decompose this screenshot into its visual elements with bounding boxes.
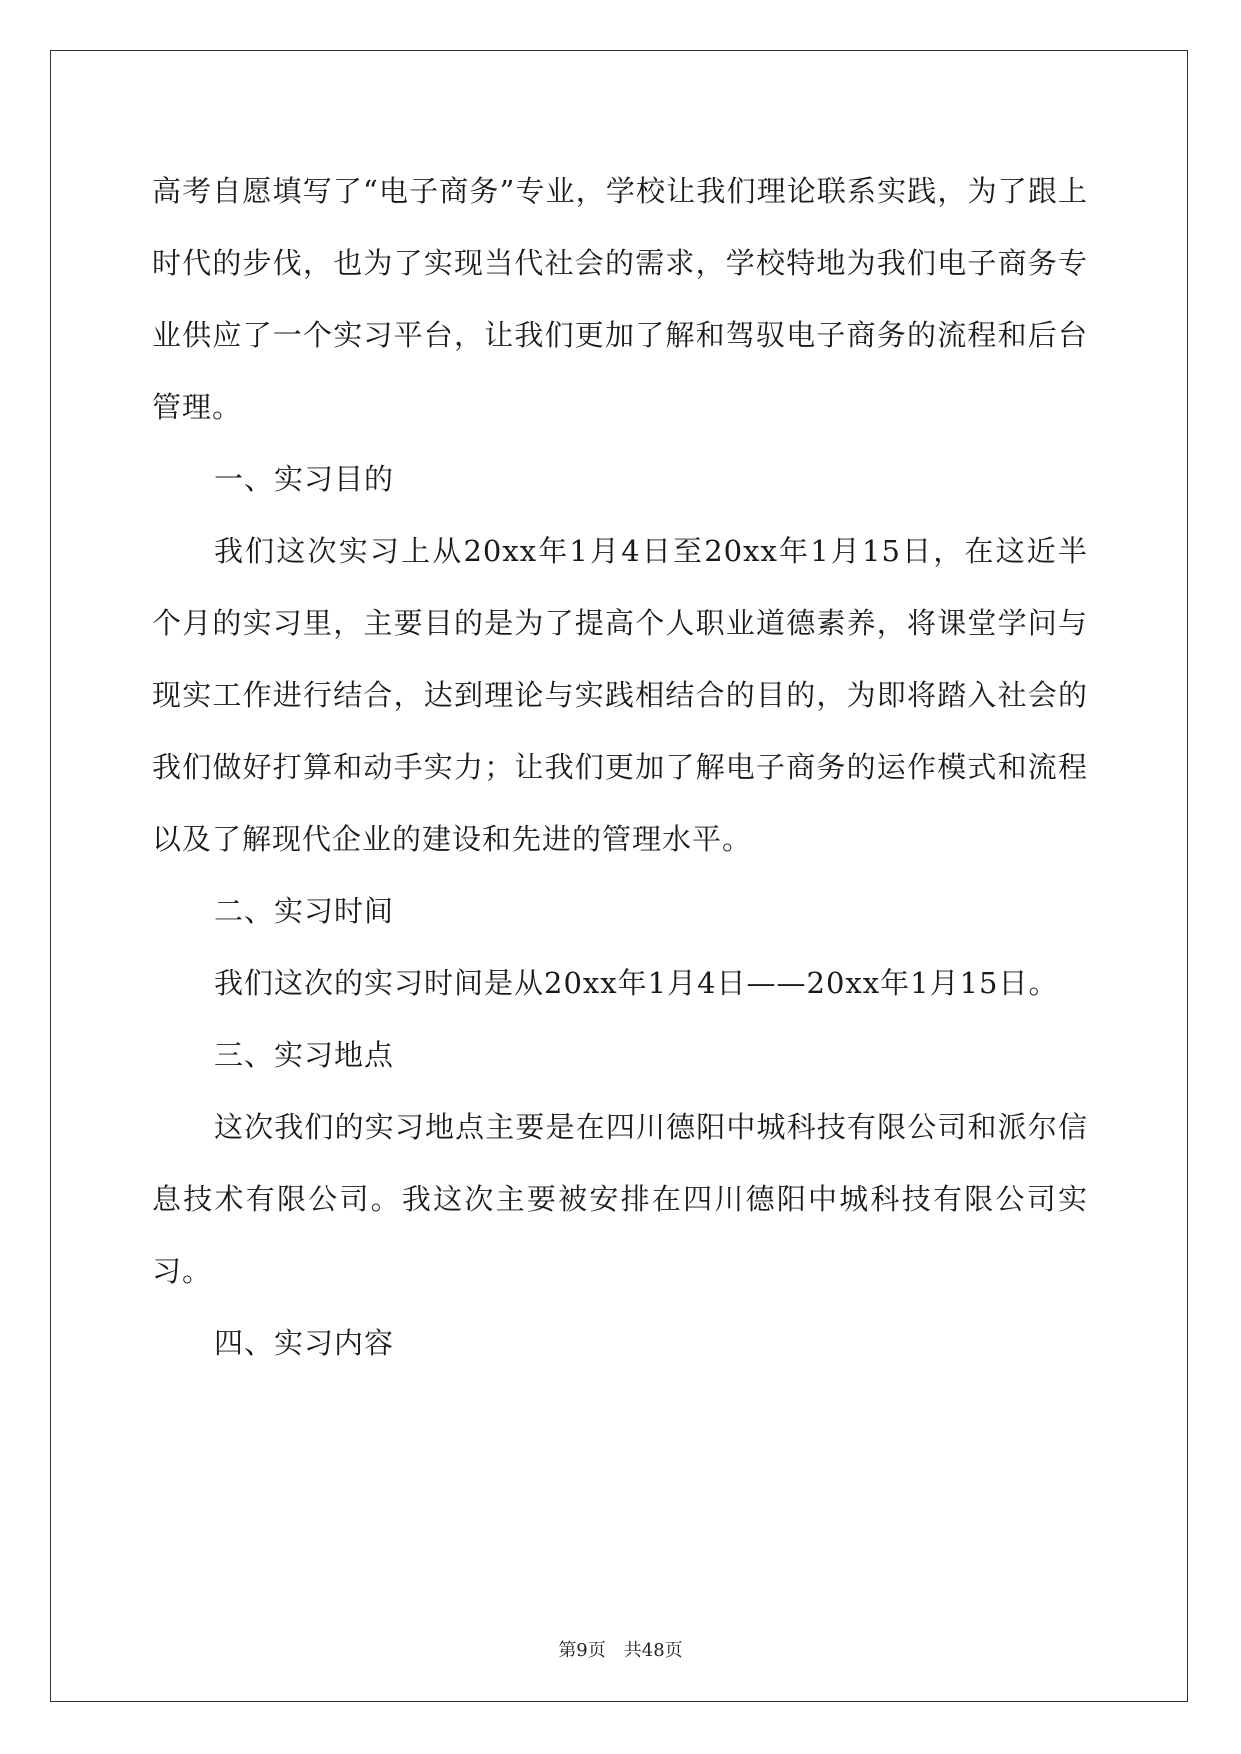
paragraph-location: 这次我们的实习地点主要是在四川德阳中城科技有限公司和派尔信息技术有限公司。我这次主要被安排在四川德阳中城科技有限公司实习。 (152, 1110, 1088, 1288)
heading-purpose: 一、实习目的 (214, 462, 395, 496)
page-footer (0, 1636, 1241, 1662)
paragraph-purpose: 我们这次实习上从20xx年1月4日至20xx年1月15日，在这近半个月的实习里，主要目的是为了提高个人职业道德素养，将课堂学问与现实工作进行结合，达到理论与实践相结合的目的，为即将踏入社会的我们做好打算和动手实力；让我们更加了解电子商务的运作模式和流程以及了解现代企业的建设和先进的管理水平。 (152, 534, 1088, 856)
heading-time: 二、实习时间 (214, 894, 395, 928)
heading-content: 四、实习内容 (214, 1326, 395, 1360)
document-body (152, 155, 1088, 1379)
paragraph-time: 我们这次的实习时间是从20xx年1月4日——20xx年1月15日。 (214, 966, 1059, 1000)
heading-location: 三、实习地点 (214, 1038, 395, 1072)
page-total: 共48页 (623, 1640, 683, 1661)
page-number: 第9页 (558, 1640, 606, 1661)
paragraph-intro: 高考自愿填写了“电子商务”专业，学校让我们理论联系实践，为了跟上时代的步伐，也为了实现当代社会的需求，学校特地为我们电子商务专业供应了一个实习平台，让我们更加了解和驾驭电子商务的流程和后台管理。 (152, 174, 1088, 424)
